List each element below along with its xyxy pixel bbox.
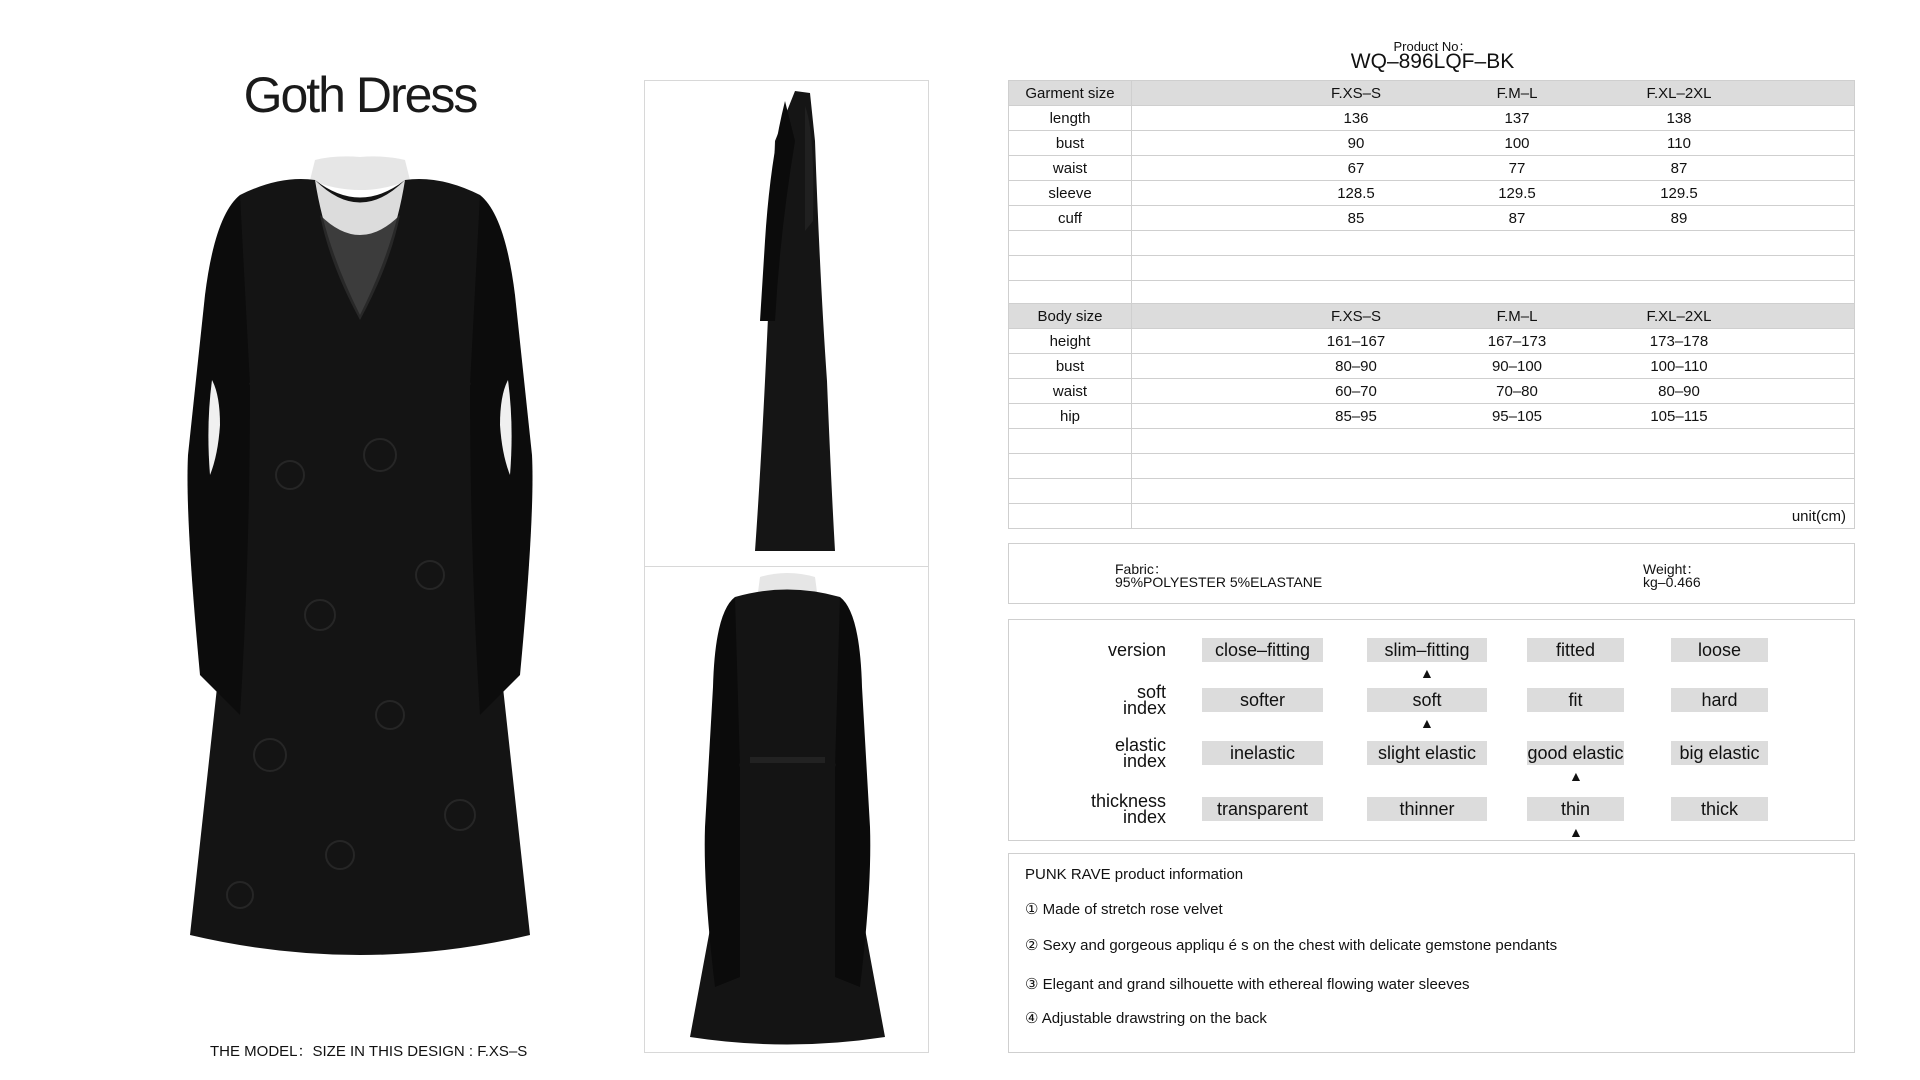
table-row <box>1009 131 1855 156</box>
size-column-header: F.XL–2XL <box>1646 307 1712 325</box>
table-cell: 77 <box>1508 159 1526 177</box>
index-option: inelastic <box>1202 741 1323 765</box>
selected-marker-icon: ▲ <box>1569 768 1583 784</box>
fabric-weight-box <box>1008 543 1855 604</box>
table-row <box>1009 231 1855 256</box>
row-label: bust <box>1009 354 1132 379</box>
table-cell: 85 <box>1347 209 1365 227</box>
table-row <box>1009 281 1855 306</box>
body-size-table <box>1008 303 1855 529</box>
dress-front-image <box>180 155 540 1005</box>
size-column-header: F.XS–S <box>1330 84 1382 102</box>
elastic-index-row <box>1009 731 1856 784</box>
table-cell: 90 <box>1347 134 1365 152</box>
index-option: transparent <box>1202 797 1323 821</box>
index-option: softer <box>1202 688 1323 712</box>
index-label: version <box>1107 640 1166 660</box>
row-label: height <box>1009 329 1132 354</box>
table-header-label: Garment size <box>1009 81 1132 106</box>
row-label: bust <box>1009 131 1132 156</box>
product-number-label: Product No： <box>1393 39 1472 54</box>
side-view-photo <box>644 80 929 567</box>
table-cell: 87 <box>1670 159 1688 177</box>
index-label: thickness index <box>1090 791 1166 827</box>
info-title: PUNK RAVE product information <box>1025 866 1244 883</box>
row-label: waist <box>1009 156 1132 181</box>
table-cell: 70–80 <box>1496 382 1538 400</box>
selected-marker-icon: ▲ <box>1420 665 1434 681</box>
table-cell: 87 <box>1508 209 1526 227</box>
fabric-value: 95%POLYESTER 5%ELASTANE <box>1115 574 1323 590</box>
version-index-row <box>1009 628 1856 681</box>
index-option: loose <box>1671 638 1768 662</box>
index-option: soft <box>1367 688 1487 712</box>
back-view-photo <box>644 566 929 1053</box>
index-option: thinner <box>1367 797 1487 821</box>
table-row <box>1009 404 1855 429</box>
index-option: hard <box>1671 688 1768 712</box>
product-info-box <box>1008 853 1855 1053</box>
row-label: waist <box>1009 379 1132 404</box>
index-option: fitted <box>1527 638 1624 662</box>
table-row <box>1009 429 1855 454</box>
fabric-label: Fabric： <box>1115 561 1168 577</box>
table-cell: 128.5 <box>1337 184 1375 202</box>
index-label: elastic index <box>1114 735 1166 771</box>
table-cell: 173–178 <box>1649 332 1709 350</box>
table-row <box>1009 206 1855 231</box>
row-label: cuff <box>1009 206 1132 231</box>
table-cell: 167–173 <box>1487 332 1547 350</box>
table-cell: 67 <box>1347 159 1365 177</box>
index-option: thick <box>1671 797 1768 821</box>
page-title: Goth Dress <box>243 67 477 123</box>
info-item: ① Made of stretch rose velvet <box>1025 901 1223 918</box>
table-row <box>1009 329 1855 354</box>
thickness-index-row <box>1009 787 1856 840</box>
table-cell: 137 <box>1504 109 1530 127</box>
soft-index-row <box>1009 678 1856 731</box>
info-item: ③ Elegant and grand silhouette with ethereal flowing water sleeves <box>1025 976 1470 993</box>
unit-label: unit(cm) <box>1791 508 1846 525</box>
product-number: WQ–896LQF–BK <box>1350 50 1515 73</box>
table-header-row <box>1009 304 1855 329</box>
product-index-box <box>1008 619 1855 841</box>
dress-side-image <box>645 81 930 568</box>
table-cell: 80–90 <box>1335 357 1377 375</box>
index-option: good elastic <box>1527 743 1624 763</box>
table-cell: 90–100 <box>1491 357 1543 375</box>
row-label: hip <box>1009 404 1132 429</box>
garment-size-table <box>1008 80 1855 306</box>
index-option: slight elastic <box>1367 741 1487 765</box>
size-column-header: F.M–L <box>1496 84 1538 102</box>
table-row <box>1009 354 1855 379</box>
table-cell: 100–110 <box>1650 357 1708 375</box>
table-cell: 129.5 <box>1498 184 1536 202</box>
table-row <box>1009 156 1855 181</box>
table-row <box>1009 256 1855 281</box>
table-cell: 85–95 <box>1335 407 1377 425</box>
row-label: sleeve <box>1009 181 1132 206</box>
table-row <box>1009 181 1855 206</box>
table-cell: 129.5 <box>1660 184 1698 202</box>
size-column-header: F.M–L <box>1496 307 1538 325</box>
table-header-label: Body size <box>1009 304 1132 329</box>
table-cell: 89 <box>1670 209 1688 227</box>
index-option: big elastic <box>1671 741 1768 765</box>
index-option: slim–fitting <box>1367 638 1487 662</box>
selected-marker-icon: ▲ <box>1420 715 1434 731</box>
table-cell: 110 <box>1667 134 1691 152</box>
index-label: soft index <box>1122 682 1166 718</box>
info-item: ④ Adjustable drawstring on the back <box>1025 1010 1267 1027</box>
info-item: ② Sexy and gorgeous appliqu é s on the chest with delicate gemstone pendants <box>1025 937 1558 954</box>
table-row <box>1009 379 1855 404</box>
selected-marker-icon: ▲ <box>1569 824 1583 840</box>
weight-value: kg–0.466 <box>1643 574 1701 590</box>
size-column-header: F.XL–2XL <box>1646 84 1712 102</box>
weight-label: Weight： <box>1643 561 1701 577</box>
table-cell: 95–105 <box>1491 407 1543 425</box>
index-option: thin <box>1527 797 1624 821</box>
table-row <box>1009 504 1855 529</box>
dress-back-image <box>645 567 930 1054</box>
table-header-row <box>1009 81 1855 106</box>
table-cell: 80–90 <box>1658 382 1700 400</box>
index-option: fit <box>1527 688 1624 712</box>
table-row <box>1009 479 1855 504</box>
table-cell: 161–167 <box>1326 332 1386 350</box>
table-cell: 136 <box>1343 109 1369 127</box>
table-row <box>1009 106 1855 131</box>
table-cell: 105–115 <box>1650 407 1708 425</box>
model-size-note: THE MODEL：SIZE IN THIS DESIGN : F.XS–S <box>210 1043 528 1060</box>
table-cell: 138 <box>1666 109 1692 127</box>
row-label: length <box>1009 106 1132 131</box>
table-cell: 100 <box>1504 134 1530 152</box>
table-cell: 60–70 <box>1335 382 1377 400</box>
table-row <box>1009 454 1855 479</box>
index-option: close–fitting <box>1202 638 1323 662</box>
size-column-header: F.XS–S <box>1330 307 1382 325</box>
